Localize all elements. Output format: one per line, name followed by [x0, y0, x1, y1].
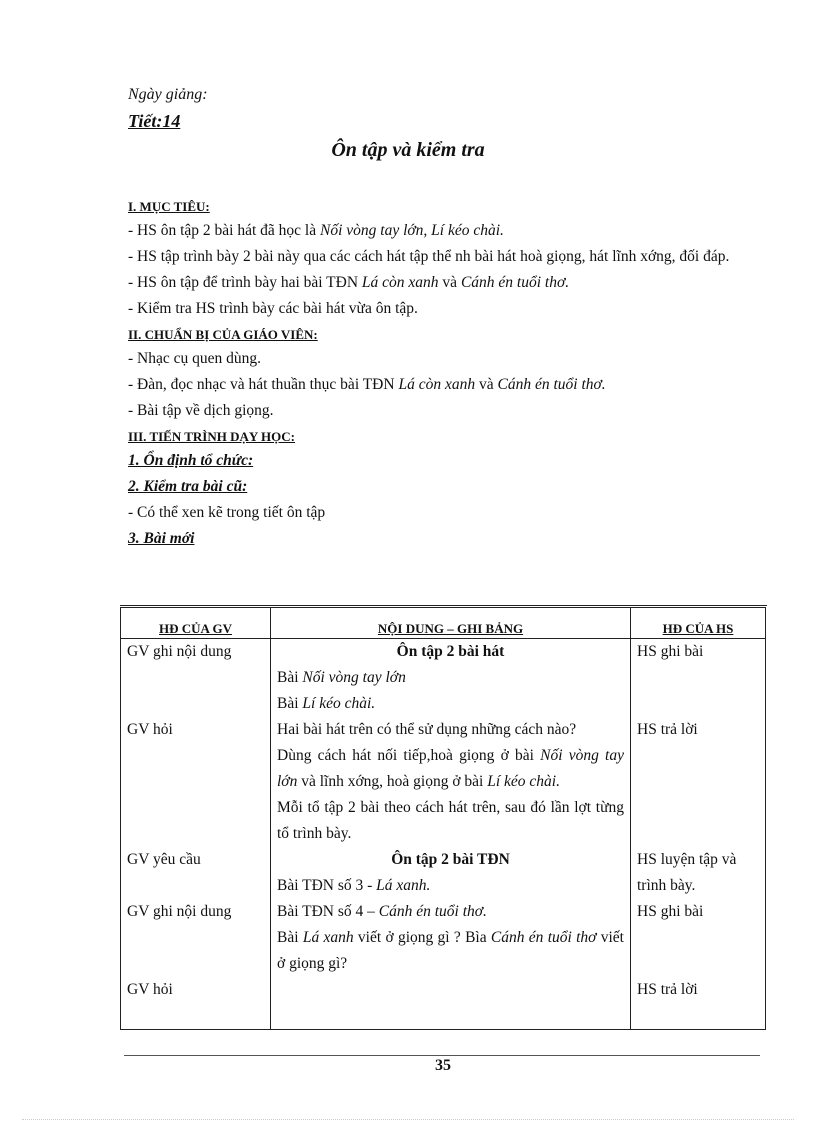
content-line: [277, 873, 624, 899]
page-number: 35: [435, 1057, 451, 1074]
content-line: [277, 899, 624, 925]
objective-line: - HS tập trình bày 2 bài này qua các cách hát tập thể nh bài hát hoà giọng, hát lĩnh xớng, đối đáp.: [128, 248, 730, 265]
song-title: Cánh én tuổi thơ.: [497, 376, 606, 393]
student-activity: HS ghi bài: [637, 903, 704, 920]
header-content: NỘI DUNG – GHI BẢNG: [271, 608, 631, 639]
teacher-activity: GV hỏi: [127, 721, 173, 738]
song-title: Cánh én tuổi thơ: [490, 929, 597, 946]
content-question: [277, 925, 624, 977]
teacher-activity: GV ghi nội dung: [127, 903, 232, 920]
text: Bài TĐN số 4 –: [277, 903, 379, 920]
header-student: HĐ CỦA HS: [631, 608, 766, 639]
objective-line: [128, 218, 760, 244]
song-title: Nối vòng tay lớn: [277, 747, 624, 790]
preparation-line: [128, 372, 760, 398]
content-line: [277, 691, 624, 717]
text: - Đàn, đọc nhạc và hát thuần thục bài TĐN: [128, 376, 399, 393]
song-title: Lí kéo chài.: [302, 695, 376, 712]
step-1-heading: 1. Ổn định tổ chức:: [128, 452, 254, 469]
song-title: Nối vòng tay lớn: [302, 669, 406, 686]
text: và: [475, 376, 498, 393]
lesson-table: [120, 607, 766, 1030]
content-answer: [277, 743, 624, 795]
teacher-activity: GV ghi nội dung: [127, 643, 232, 660]
step-3-heading: 3. Bài mới: [128, 530, 195, 547]
text: Dùng cách hát nối tiếp,hoà giọng ở bài: [277, 747, 541, 764]
teacher-activity: GV yêu cầu: [127, 851, 201, 868]
song-title: Lá còn xanh: [398, 376, 476, 393]
content-question: Hai bài hát trên có thể sử dụng những cách nào?: [277, 721, 577, 738]
content-cell: [271, 639, 631, 1030]
lesson-number: Tiết:14: [128, 111, 181, 131]
song-title: Lá còn xanh: [361, 274, 439, 291]
preparation-line: - Bài tập về dịch giọng.: [128, 402, 274, 419]
step-2-line: - Có thể xen kẽ trong tiết ôn tập: [128, 504, 326, 521]
song-title: Lá xanh: [302, 929, 354, 946]
student-activity: HS ghi bài: [637, 643, 704, 660]
content-heading: Ôn tập 2 bài hát: [396, 643, 505, 660]
date-label: Ngày giảng:: [128, 86, 208, 103]
student-cell: [631, 639, 766, 1030]
table-header-row: [121, 608, 766, 639]
footer-rule: [124, 1055, 760, 1056]
student-activity: HS luyện tập và trình bày.: [637, 851, 737, 894]
text: Bài: [277, 669, 303, 686]
song-titles: Nối vòng tay lớn, Lí kéo chài.: [319, 222, 504, 239]
student-activity: HS trả lời: [637, 981, 698, 998]
lesson-body: [128, 196, 760, 552]
text: Bài TĐN số 3 -: [277, 877, 377, 894]
song-title: Cánh én tuổi thơ.: [460, 274, 570, 291]
page-edge: [22, 1119, 794, 1120]
table-top-rule: [120, 605, 767, 606]
song-title: Lá xanh.: [376, 877, 431, 894]
page-title: Ôn tập và kiểm tra: [331, 139, 485, 161]
preparation-line: - Nhạc cụ quen dùng.: [128, 350, 261, 367]
header-teacher: HĐ CỦA GV: [121, 608, 271, 639]
text: Bài: [277, 929, 303, 946]
objective-line: [128, 270, 760, 296]
text: và lĩnh xớng, hoà giọng ở bài: [297, 773, 488, 790]
song-title: Lí kéo chài.: [487, 773, 560, 790]
teacher-cell: [121, 639, 271, 1030]
text: và: [438, 274, 461, 291]
content-heading: Ôn tập 2 bài TĐN: [391, 851, 510, 868]
text: Bài: [277, 695, 303, 712]
song-title: Cánh én tuổi thơ.: [378, 903, 487, 920]
student-activity: HS trả lời: [637, 721, 698, 738]
content-line: [277, 665, 624, 691]
preparation-heading: II. CHUẨN BỊ CỦA GIÁO VIÊN:: [128, 327, 318, 342]
objective-line: - Kiểm tra HS trình bày các bài hát vừa ôn tập.: [128, 300, 418, 317]
text: - HS ôn tập 2 bài hát đã học là: [128, 222, 320, 239]
text: - HS ôn tập để trình bày hai bài TĐN: [128, 274, 362, 291]
content-line: Mỗi tổ tập 2 bài theo cách hát trên, sau đó lần lợt từng tổ trình bày.: [277, 799, 624, 842]
text: viết ở giọng gì?: [277, 929, 624, 972]
teacher-activity: GV hỏi: [127, 981, 173, 998]
objectives-heading: I. MỤC TIÊU:: [128, 199, 210, 214]
table-row: [121, 639, 766, 1030]
text: viết ở giọng gì ? Bìa: [353, 929, 491, 946]
process-heading: III. TIẾN TRÌNH DẠY HỌC:: [128, 429, 295, 444]
step-2-heading: 2. Kiểm tra bài cũ:: [128, 478, 248, 495]
